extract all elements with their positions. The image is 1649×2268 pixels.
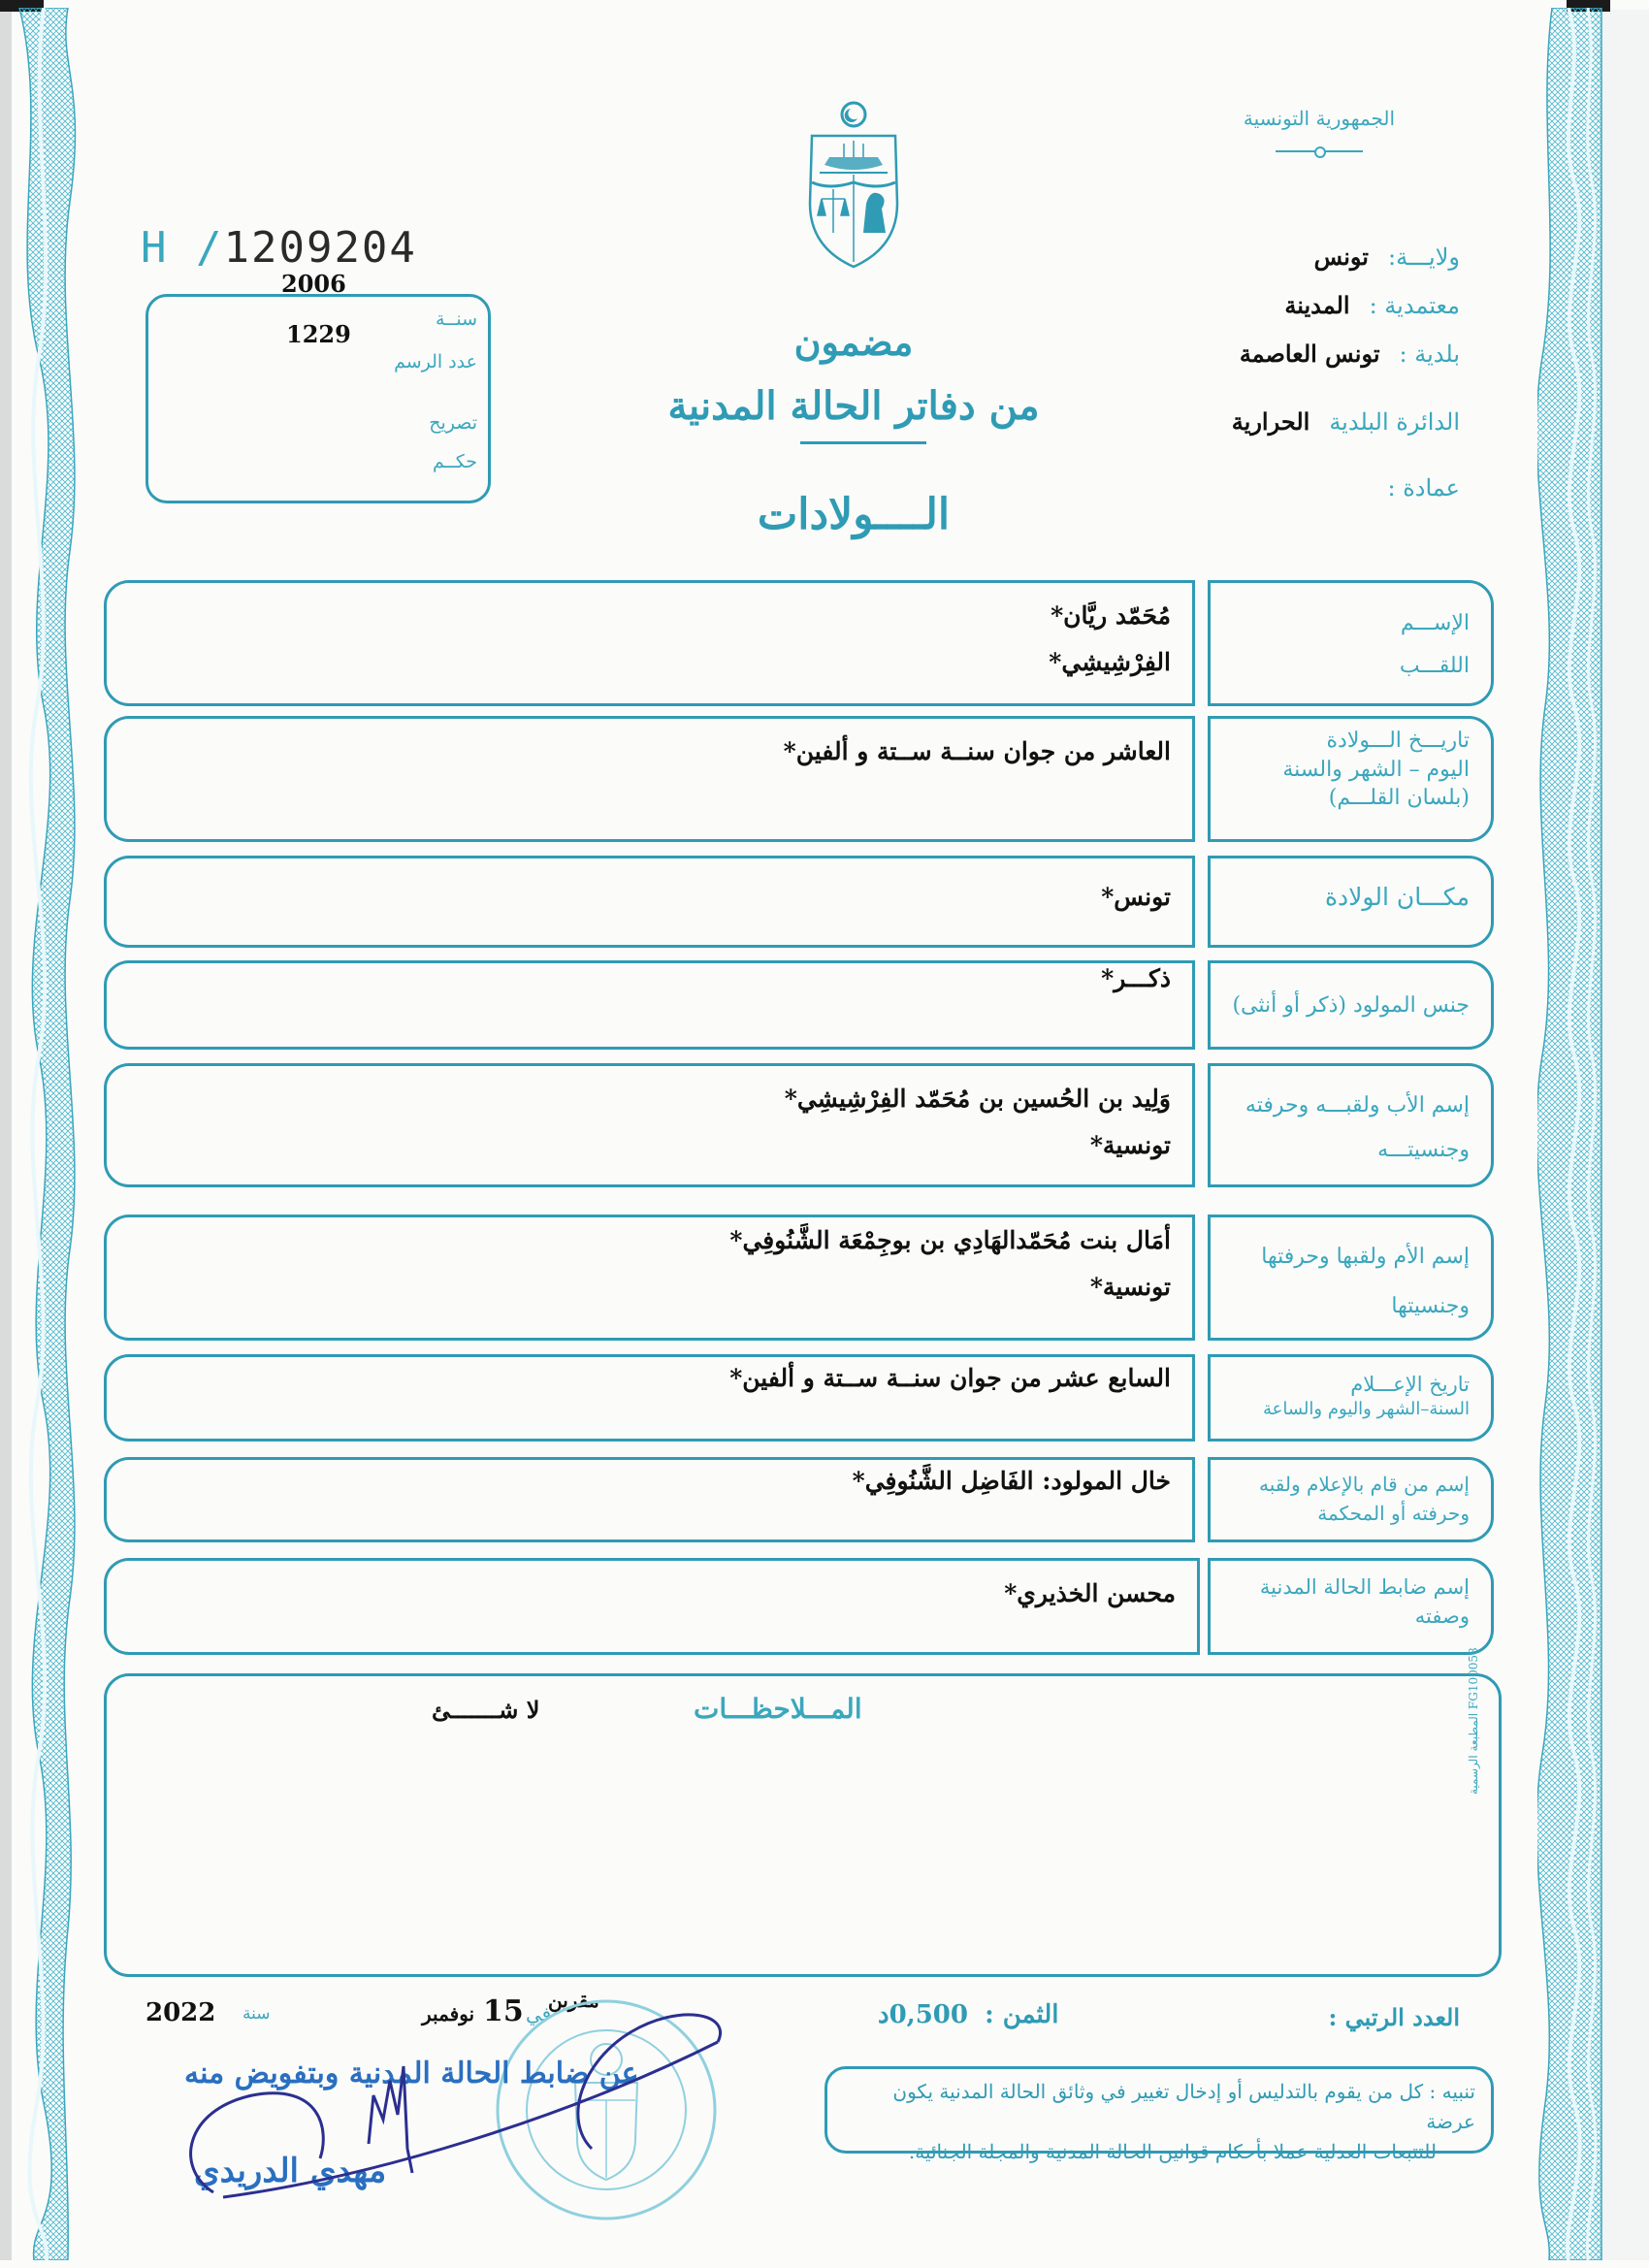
admin-field-governorate (1314, 243, 1460, 271)
fraud-warning-box (824, 2066, 1494, 2163)
births-title: الــــولادات (757, 490, 951, 539)
delegation-stamp-text: عن ضابط الحالة المدنية وبتفويض منه (184, 2057, 639, 2090)
issue-year-label: سنة (242, 2004, 271, 2024)
guilloche-border-left (10, 8, 78, 2260)
label-mother-nationality: وجنسيتها (1391, 1293, 1470, 1318)
label-officer-title: وصفته (1414, 1604, 1470, 1629)
republic-heading: الجمهورية التونسية (1243, 107, 1396, 130)
mother-name-value: أمَال بنت مُحَمّدالهَادِي بن بوجِمْعَة الشَّنُوفِي* (729, 1226, 1171, 1254)
admin-field-delegation (1284, 291, 1460, 319)
admin-field-municipality (1240, 340, 1460, 368)
notes-title: المـــلاحظـــات (694, 1693, 862, 1725)
mother-nationality-value: تونسية* (1089, 1272, 1171, 1301)
district-label: الدائرة البلدية (1329, 408, 1460, 436)
registers-title: من دفاتر الحالة المدنية (667, 383, 1040, 429)
issue-city: مقرين (548, 1989, 599, 2012)
governorate-value: تونس (1313, 243, 1369, 271)
child-surname: الفِرْشِيشِي* (1049, 647, 1171, 676)
label-declarant-profession: وحرفته أو المحكمة (1317, 1502, 1470, 1525)
registration-year-value: 2006 (281, 270, 346, 298)
label-father-name: إسم الأب ولقبـــه وحرفته (1245, 1093, 1470, 1118)
field-value-father (104, 1063, 1195, 1187)
field-value-declaration-date (104, 1354, 1195, 1442)
tunisia-coat-of-arms-icon (800, 97, 907, 272)
label-birth-date-in-words: (بلسان القلـــم) (1328, 786, 1470, 811)
price-field (878, 2000, 1059, 2029)
field-value-mother (104, 1215, 1195, 1341)
delegation-value: المدينة (1284, 291, 1350, 319)
field-value-name (104, 580, 1195, 706)
issue-month: نوفمبر (422, 2002, 475, 2025)
issue-year: 2022 (146, 1998, 216, 2027)
declaration-label: تصريح (429, 412, 477, 434)
price-value: 0,500د (878, 2000, 968, 2029)
municipality-label: بلدية : (1399, 340, 1460, 368)
field-label-officer (1208, 1558, 1494, 1655)
father-name-value: وَلِيد بن الحُسين بن مُحَمّد الفِرْشِيشِي* (784, 1085, 1171, 1113)
warning-line-1: تنبيه : كل من يقوم بالتدليس أو إدخال تغيير في وثائق الحالة المدنية يكون عرضة (892, 2080, 1475, 2133)
notes-value: لا شـــــــئ (432, 1696, 540, 1724)
field-label-birth-date (1208, 716, 1494, 842)
declarant-value: خال المولود: الفَاضِل الشَّنُوفِي* (852, 1467, 1171, 1495)
label-surname: اللقـــب (1399, 653, 1470, 678)
issue-on-label: في (526, 2002, 552, 2025)
field-value-birth-date (104, 716, 1195, 842)
officer-value: محسن الخذيري* (1004, 1579, 1176, 1607)
sector-label: عمادة : (1387, 474, 1460, 502)
judgment-label: حكــم (432, 451, 477, 472)
label-father-nationality: وجنسيتـــه (1377, 1138, 1470, 1163)
label-declarant-name: إسم من قام بالإعلام ولقبه (1259, 1473, 1470, 1496)
district-value: الحرارية (1231, 407, 1310, 436)
title-underline (800, 441, 926, 444)
label-mother-name: إسم الأم ولقبها وحرفتها (1261, 1245, 1470, 1269)
label-declaration-date-format: السنة–الشهر واليوم والساعة (1262, 1399, 1470, 1420)
admin-field-sector (1369, 473, 1460, 502)
field-label-declaration-date (1208, 1354, 1494, 1442)
birth-date-value: العاشر من جوان سنــة ســتة و ألفين* (783, 737, 1171, 765)
field-label-declarant (1208, 1457, 1494, 1542)
delegation-label: معتمدية : (1369, 292, 1460, 319)
document-serial (141, 223, 417, 273)
guilloche-border-right (1537, 8, 1605, 2260)
serial-number: 1209204 (223, 223, 417, 273)
field-value-birth-place (104, 856, 1195, 948)
declaration-date-value: السابع عشر من جوان سنــة ســتة و ألفين* (729, 1364, 1171, 1392)
field-value-declarant (104, 1457, 1195, 1542)
extract-title: مضمون (793, 320, 914, 364)
governorate-label: ولايـــة: (1387, 243, 1460, 271)
registration-year-label: سنــة (436, 308, 477, 330)
field-value-sex (104, 960, 1195, 1050)
field-label-name (1208, 580, 1494, 706)
label-birth-date-format: اليوم – الشهر والسنة (1282, 757, 1470, 782)
serial-prefix: H / (141, 223, 224, 273)
warning-line-2: للتتبعات العدلية عملا بأحكام قوانين الحالة المدنية والمجلة الجنائية. (908, 2140, 1437, 2163)
price-label: الثمن : (985, 2000, 1059, 2029)
field-label-father (1208, 1063, 1494, 1187)
child-first-name: مُحَمّد ريَّان* (1051, 601, 1171, 630)
serial-number-label: العدد الرتبي : (1328, 2003, 1460, 2031)
field-value-officer (104, 1558, 1200, 1655)
sex-value: ذكـــر* (1101, 964, 1171, 992)
record-number-value: 1229 (286, 320, 351, 348)
field-label-sex (1208, 960, 1494, 1050)
signing-officer-name: مهدي الدريدي (194, 2152, 387, 2190)
republic-divider-dot (1314, 146, 1326, 158)
issue-day: 15 (483, 1994, 524, 2028)
birth-place-value: تونس* (1101, 883, 1171, 911)
father-nationality-value: تونسية* (1089, 1130, 1171, 1159)
admin-field-district (1232, 407, 1460, 436)
printer-mark: المطبعة الرسمية FG100058 (1467, 1647, 1480, 1795)
field-label-birth-place (1208, 856, 1494, 948)
label-birth-date: تاريـــخ الـــولادة (1326, 729, 1470, 753)
municipality-value: تونس العاصمة (1239, 340, 1380, 368)
label-birth-place: مكـــان الولادة (1324, 883, 1470, 911)
label-sex: جنس المولود (ذكر أو أنثى) (1232, 993, 1470, 1018)
record-number-label: عدد الرسم (394, 351, 477, 373)
label-officer-name: إسم ضابط الحالة المدنية (1259, 1575, 1470, 1599)
label-declaration-date: تاريخ الإعـــلام (1350, 1373, 1470, 1396)
handwritten-signature-icon (175, 2013, 737, 2207)
label-first-name: الإســـم (1400, 611, 1470, 635)
field-label-mother (1208, 1215, 1494, 1341)
